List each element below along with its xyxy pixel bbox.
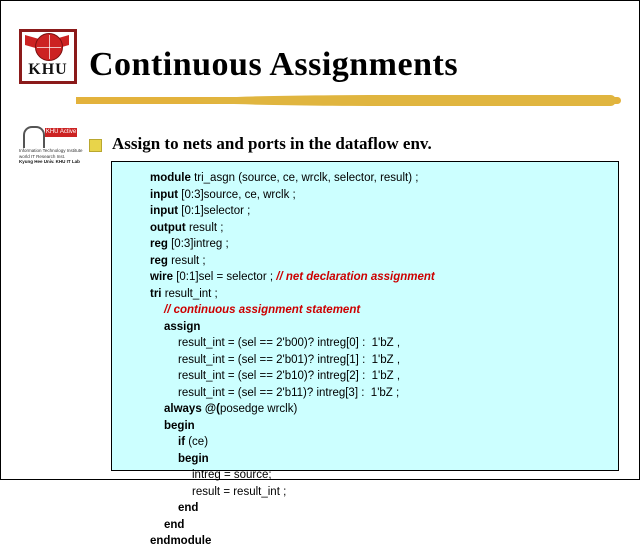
bullet-text: Assign to nets and ports in the dataflow env. (112, 134, 432, 153)
code-keyword: input (150, 205, 179, 217)
code-keyword: always @( (164, 403, 220, 415)
code-text: [0:3]intreg ; (167, 238, 229, 250)
code-text: result_int = (sel == 2'b00)? intreg[0] : 1'bZ , (178, 337, 401, 349)
code-text: [0:3]source, ce, wrclk ; (178, 188, 296, 201)
code-text: result_int = (sel == 2'b01)? intreg[1] : 1'bZ , (178, 353, 401, 366)
page-title: Continuous Assignments (89, 46, 459, 83)
logo-emblem-icon (25, 31, 67, 61)
code-line (150, 335, 435, 352)
code-line (150, 269, 435, 286)
institute-lines (19, 148, 81, 165)
code-line (150, 401, 435, 418)
code-keyword: reg (150, 254, 168, 267)
code-line (150, 500, 435, 517)
code-line (150, 418, 435, 435)
code-keyword: input (150, 188, 179, 201)
code-listing-box (111, 161, 619, 547)
code-keyword: begin (178, 452, 209, 465)
code-comment: // continuous assignment statement (164, 304, 361, 316)
code-keyword: wire (150, 271, 174, 283)
code-line (150, 253, 435, 270)
code-line (150, 170, 435, 187)
code-keyword: output (150, 221, 186, 234)
code-text: posedge wrclk) (219, 403, 298, 415)
bullet-row (89, 134, 432, 154)
code-keyword: begin (164, 419, 195, 432)
title-underline-swash (76, 95, 621, 107)
code-keyword: assign (164, 320, 201, 333)
institute-arch-icon (23, 126, 45, 148)
code-text: result_int ; (161, 287, 218, 300)
title-underline-accent (196, 95, 616, 106)
code-line (150, 236, 435, 253)
code-keyword: if (178, 436, 186, 448)
logo-text: KHU (28, 61, 68, 78)
code-text: intreg = source; (192, 469, 272, 481)
code-line (150, 517, 435, 534)
code-text: result = result_int ; (192, 485, 287, 498)
code-line (150, 302, 435, 319)
code-line (150, 385, 435, 402)
code-comment: // net declaration assignment (276, 271, 435, 283)
code-line (150, 187, 435, 204)
institute-badge (45, 128, 77, 137)
code-text: result ; (167, 254, 206, 267)
code-text: tri_asgn (source, ce, wrclk, selector, result) ; (190, 172, 419, 184)
code-line (150, 352, 435, 369)
bullet-marker-icon (89, 139, 102, 152)
code-keyword: tri (150, 287, 162, 300)
code-text: result ; (185, 221, 224, 234)
institute-badge-label: KHU Active (45, 129, 77, 135)
code-line (150, 434, 435, 451)
code-keyword: module (150, 172, 191, 184)
code-line (150, 319, 435, 336)
code-keyword: reg (150, 238, 168, 250)
code-line (150, 451, 435, 468)
code-text: [0:1]selector ; (178, 205, 251, 217)
code-text: result_int = (sel == 2'b11)? intreg[3] : 1'bZ ; (178, 386, 400, 399)
code-line (150, 203, 435, 220)
code-listing (150, 170, 435, 550)
code-text: [0:1]sel = selector ; (173, 271, 277, 283)
code-keyword: endmodule (150, 535, 212, 547)
logo-globe-icon (35, 33, 63, 61)
khu-logo (19, 29, 77, 84)
code-text: result_int = (sel == 2'b10)? intreg[2] : 1'bZ , (178, 370, 401, 382)
code-line (150, 220, 435, 237)
code-keyword: end (164, 518, 185, 531)
code-line (150, 368, 435, 385)
institute-line-1: Information Technology Institute (19, 148, 83, 153)
institute-line-3: Kyung Hee Univ. KHU IT Lab (19, 159, 80, 164)
code-line (150, 533, 435, 550)
code-line (150, 484, 435, 501)
code-text: (ce) (185, 436, 209, 448)
institute-logo (19, 126, 81, 168)
code-line (150, 467, 435, 484)
institute-line-2: world IT Research Inst. (19, 153, 66, 159)
code-line (150, 286, 435, 303)
code-keyword: end (178, 502, 199, 514)
